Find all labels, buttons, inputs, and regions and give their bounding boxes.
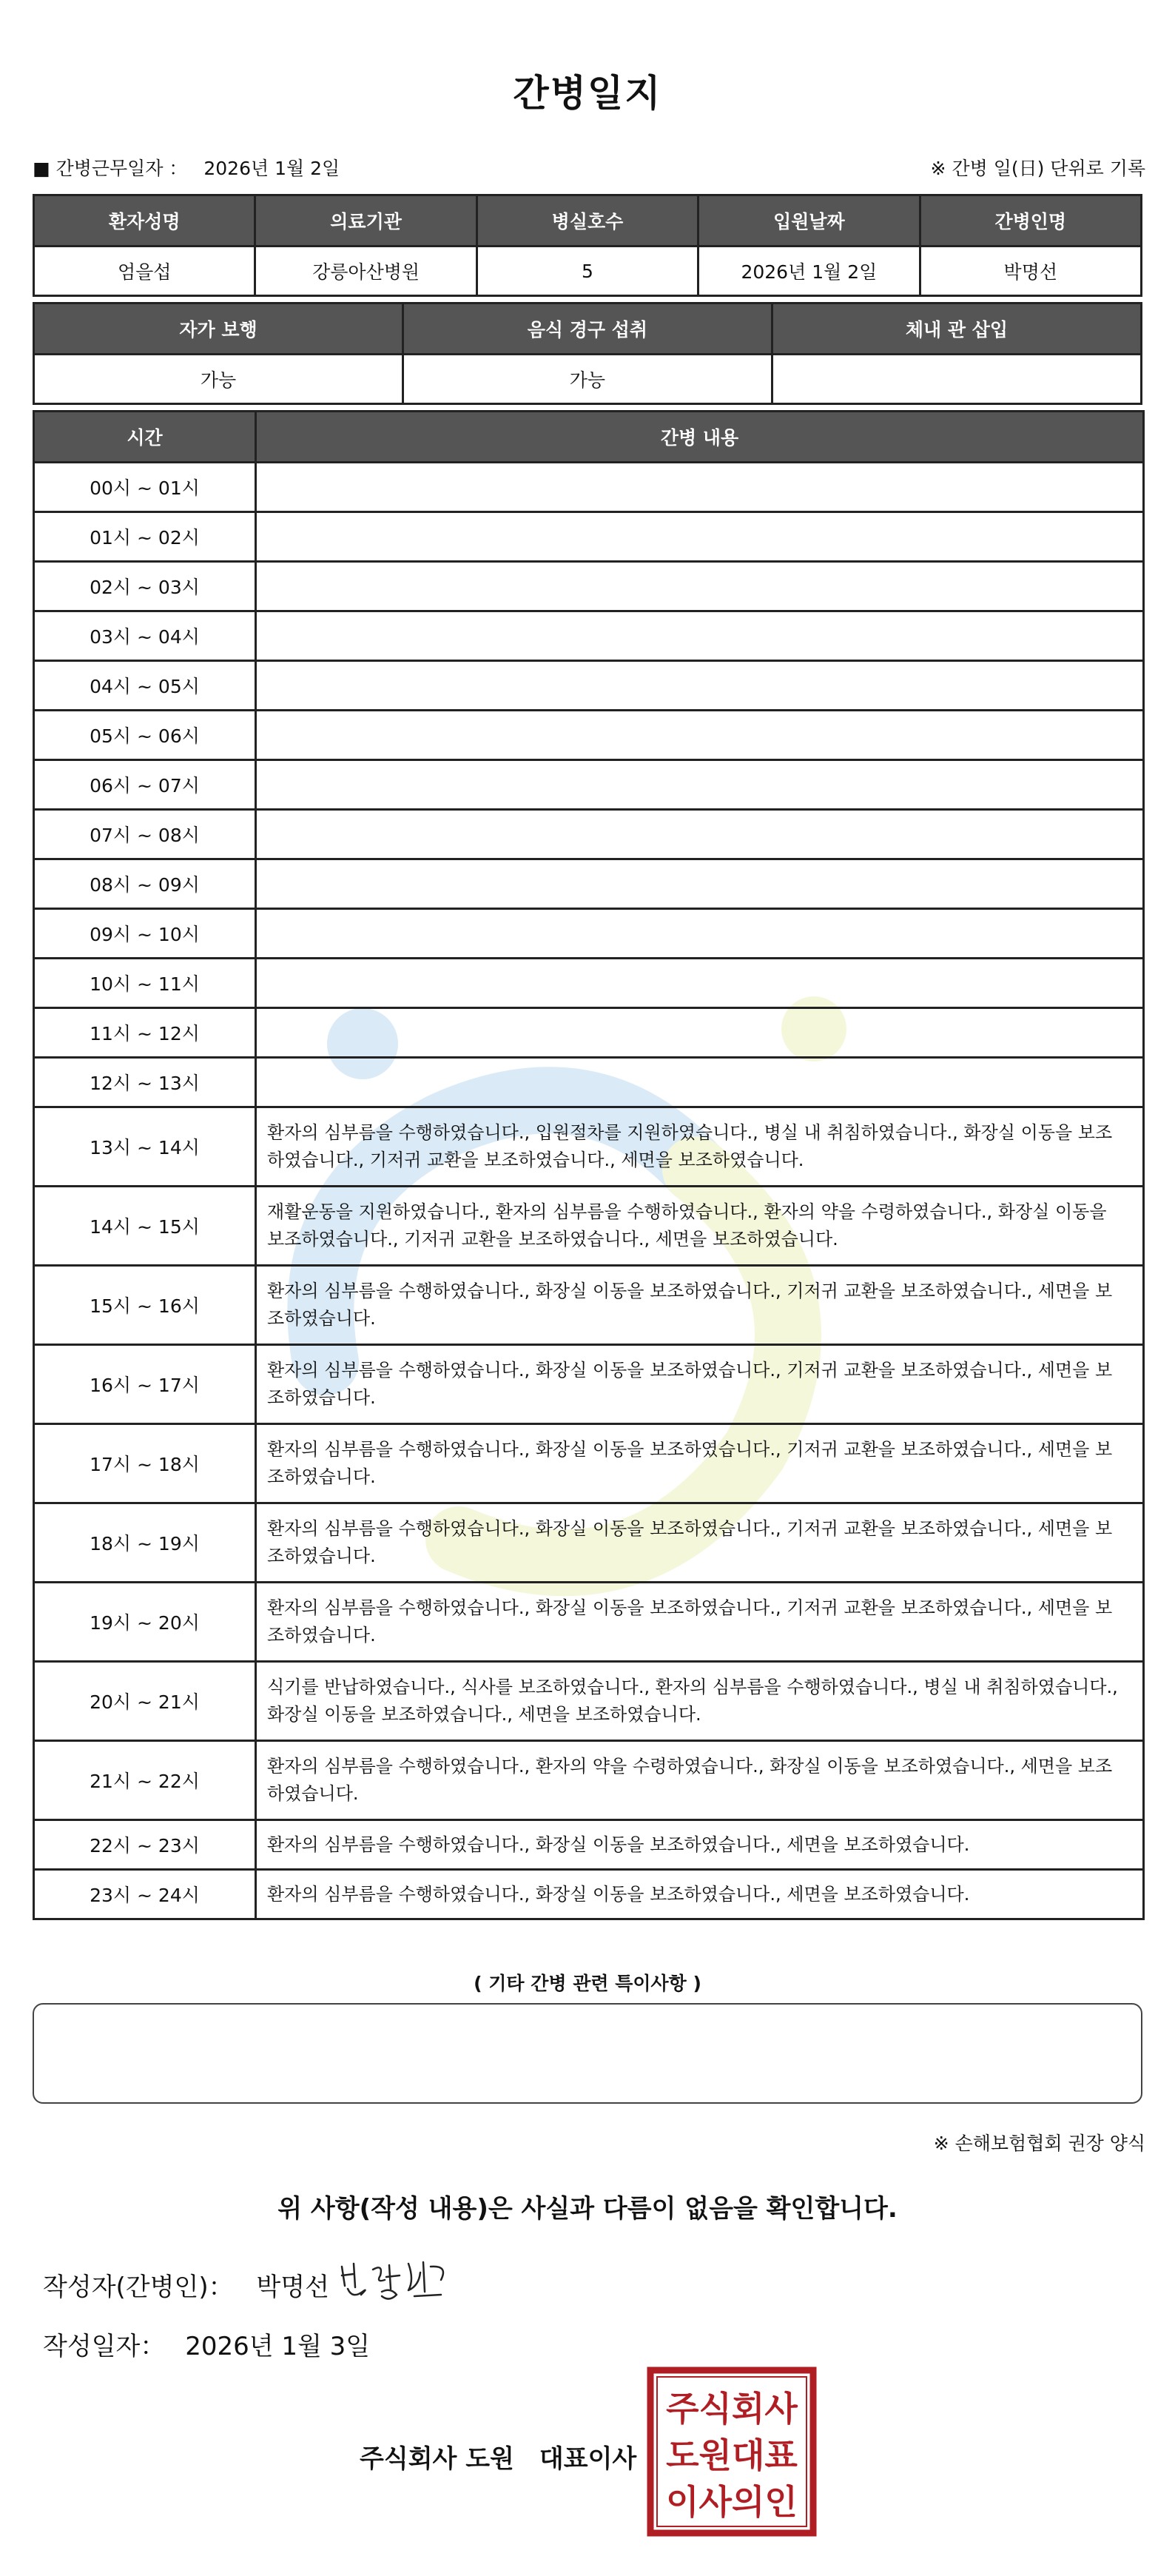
care-log-content (256, 1008, 1144, 1058)
seal-line-2: 도원대표 (666, 2435, 798, 2475)
confirm-statement: 위 사항(작성 내용)은 사실과 다름이 없음을 확인합니다. (277, 2194, 898, 2224)
care-log-time: 00시 ~ 01시 (34, 463, 256, 512)
care-log-row (34, 512, 1144, 562)
care-log-row (34, 1662, 1144, 1741)
patient-status-header-row (34, 303, 1142, 355)
care-log-row (34, 959, 1144, 1008)
care-log-time: 08시 ~ 09시 (34, 859, 256, 909)
care-log-time: 11시 ~ 12시 (34, 1008, 256, 1058)
company-representative: 주식회사 도원 대표이사 (360, 2444, 637, 2474)
care-log-content: 환자의 심부름을 수행하였습니다., 화장실 이동을 보조하였습니다., 기저귀 교환을 보조하였습니다., 세면을 보조하였습니다. (256, 1503, 1144, 1583)
care-log-content: 환자의 심부름을 수행하였습니다., 환자의 약을 수령하였습니다., 화장실 이동을 보조하였습니다., 세면을 보조하였습니다. (256, 1741, 1144, 1820)
patient-info-header-row (34, 195, 1142, 246)
care-log-time: 16시 ~ 17시 (34, 1345, 256, 1424)
care-log-row (34, 1187, 1144, 1266)
tube-insertion-value (772, 355, 1141, 404)
handwritten-signature (337, 2250, 471, 2310)
room-number-value: 5 (477, 246, 698, 296)
care-log-row (34, 859, 1144, 909)
care-log-content: 환자의 심부름을 수행하였습니다., 화장실 이동을 보조하였습니다., 세면을 보조하였습니다. (256, 1870, 1144, 1919)
company-seal (646, 2366, 818, 2538)
seal-line-1: 주식회사 (666, 2389, 798, 2429)
care-log-content (256, 512, 1144, 562)
care-log-content (256, 959, 1144, 1008)
care-log-row (34, 1870, 1144, 1919)
unit-note: ※ 간병 일(日) 단위로 기록 (930, 158, 1145, 179)
care-log-content (256, 909, 1144, 959)
caregiver-name-value: 박명선 (920, 246, 1141, 296)
hospital-value: 강릉아산병원 (255, 246, 477, 296)
written-date-value: 2026년 1월 3일 (185, 2332, 371, 2361)
care-log-time: 03시 ~ 04시 (34, 611, 256, 661)
care-log-row (34, 562, 1144, 611)
care-log-content: 환자의 심부름을 수행하였습니다., 화장실 이동을 보조하였습니다., 기저귀 교환을 보조하였습니다., 세면을 보조하였습니다. (256, 1345, 1144, 1424)
care-log-time: 10시 ~ 11시 (34, 959, 256, 1008)
care-log-row (34, 711, 1144, 760)
header-room-number: 병실호수 (477, 195, 698, 246)
writer-name: 박명선 (256, 2273, 329, 2302)
care-log-time: 04시 ~ 05시 (34, 661, 256, 711)
writer-label: 작성자(간병인)： (43, 2273, 234, 2302)
header-tube-insertion: 체내 관 삽입 (772, 303, 1141, 355)
written-date-label: 작성일자： (43, 2332, 166, 2361)
care-log-time: 15시 ~ 16시 (34, 1266, 256, 1345)
patient-name-value: 엄을섭 (34, 246, 255, 296)
care-log-content (256, 661, 1144, 711)
care-log-time: 12시 ~ 13시 (34, 1058, 256, 1107)
care-log-time: 13시 ~ 14시 (34, 1107, 256, 1187)
care-log-row (34, 810, 1144, 859)
care-log-content: 환자의 심부름을 수행하였습니다., 화장실 이동을 보조하였습니다., 세면을 보조하였습니다. (256, 1820, 1144, 1870)
special-notes-box (33, 2003, 1142, 2104)
care-log-content (256, 760, 1144, 810)
care-log-time: 18시 ~ 19시 (34, 1503, 256, 1583)
oral-intake-value: 가능 (403, 355, 772, 404)
header-hospital: 의료기관 (255, 195, 477, 246)
care-log-time: 21시 ~ 22시 (34, 1741, 256, 1820)
care-log-content (256, 810, 1144, 859)
work-date-value: 2026년 1월 2일 (203, 158, 340, 179)
care-log-header-row (34, 412, 1144, 463)
document-title: 간병일지 (513, 72, 662, 115)
care-log-content: 재활운동을 지원하였습니다., 환자의 심부름을 수행하였습니다., 환자의 약을 수령하였습니다., 화장실 이동을 보조하였습니다., 기저귀 교환을 보조하였습니다., 세면을 보조하였습니다. (256, 1187, 1144, 1266)
care-log-row (34, 1820, 1144, 1870)
care-log-time: 19시 ~ 20시 (34, 1583, 256, 1662)
care-log-time: 23시 ~ 24시 (34, 1870, 256, 1919)
care-log-row (34, 1266, 1144, 1345)
written-date-line (43, 2326, 370, 2362)
care-log-time: 01시 ~ 02시 (34, 512, 256, 562)
care-log-time: 14시 ~ 15시 (34, 1187, 256, 1266)
care-log-table (33, 410, 1145, 1920)
care-log-content (256, 611, 1144, 661)
self-walking-value: 가능 (34, 355, 403, 404)
patient-status-value-row (34, 355, 1142, 404)
care-log-body (34, 463, 1144, 1919)
care-log-content: 환자의 심부름을 수행하였습니다., 화장실 이동을 보조하였습니다., 기저귀 교환을 보조하였습니다., 세면을 보조하였습니다. (256, 1424, 1144, 1503)
care-log-row (34, 1008, 1144, 1058)
work-date (33, 154, 340, 181)
care-log-row (34, 661, 1144, 711)
care-log-row (34, 1058, 1144, 1107)
care-log-content: 식기를 반납하였습니다., 식사를 보조하였습니다., 환자의 심부름을 수행하였습니다., 병실 내 취침하였습니다., 화장실 이동을 보조하였습니다., 세면을 보조하였습니다. (256, 1662, 1144, 1741)
care-log-time: 22시 ~ 23시 (34, 1820, 256, 1870)
care-log-content (256, 711, 1144, 760)
seal-line-3: 이사의인 (666, 2482, 798, 2522)
care-log-row (34, 611, 1144, 661)
header-patient-name: 환자성명 (34, 195, 255, 246)
care-log-row (34, 1583, 1144, 1662)
care-log-row (34, 909, 1144, 959)
care-log-time: 05시 ~ 06시 (34, 711, 256, 760)
care-log-time: 09시 ~ 10시 (34, 909, 256, 959)
patient-status-table (33, 302, 1142, 405)
care-log-row (34, 1107, 1144, 1187)
admission-date-value: 2026년 1월 2일 (698, 246, 920, 296)
care-log-time: 06시 ~ 07시 (34, 760, 256, 810)
care-log-time: 02시 ~ 03시 (34, 562, 256, 611)
header-time: 시간 (34, 412, 256, 463)
care-log-row (34, 1345, 1144, 1424)
patient-info-value-row (34, 246, 1142, 296)
care-log-content: 환자의 심부름을 수행하였습니다., 화장실 이동을 보조하였습니다., 기저귀 교환을 보조하였습니다., 세면을 보조하였습니다. (256, 1583, 1144, 1662)
care-log-row (34, 1741, 1144, 1820)
care-log-time: 17시 ~ 18시 (34, 1424, 256, 1503)
writer-line (43, 2267, 329, 2303)
care-log-content (256, 463, 1144, 512)
care-log-content (256, 1058, 1144, 1107)
header-admission-date: 입원날짜 (698, 195, 920, 246)
care-log-time: 20시 ~ 21시 (34, 1662, 256, 1741)
care-log-row (34, 1503, 1144, 1583)
care-log-content: 환자의 심부름을 수행하였습니다., 화장실 이동을 보조하였습니다., 기저귀 교환을 보조하였습니다., 세면을 보조하였습니다. (256, 1266, 1144, 1345)
special-notes-title: ( 기타 간병 관련 특이사항 ) (474, 1973, 701, 1994)
special-notes-content (34, 2005, 1141, 2025)
care-log-row (34, 760, 1144, 810)
care-log-row (34, 463, 1144, 512)
patient-info-table (33, 194, 1142, 297)
header-self-walking: 자가 보행 (34, 303, 403, 355)
work-date-label: ■ 간병근무일자 ： (33, 158, 188, 179)
header-oral-intake: 음식 경구 섭취 (403, 303, 772, 355)
recommend-note: ※ 손해보험협회 권장 양식 (933, 2133, 1145, 2154)
care-log-time: 07시 ~ 08시 (34, 810, 256, 859)
care-log-row (34, 1424, 1144, 1503)
care-log-content (256, 859, 1144, 909)
header-care-content: 간병 내용 (256, 412, 1144, 463)
care-log-content (256, 562, 1144, 611)
care-log-content: 환자의 심부름을 수행하였습니다., 입원절차를 지원하였습니다., 병실 내 취침하였습니다., 화장실 이동을 보조하였습니다., 기저귀 교환을 보조하였습니다., 세면을 보조하였습니다. (256, 1107, 1144, 1187)
header-caregiver-name: 간병인명 (920, 195, 1141, 246)
